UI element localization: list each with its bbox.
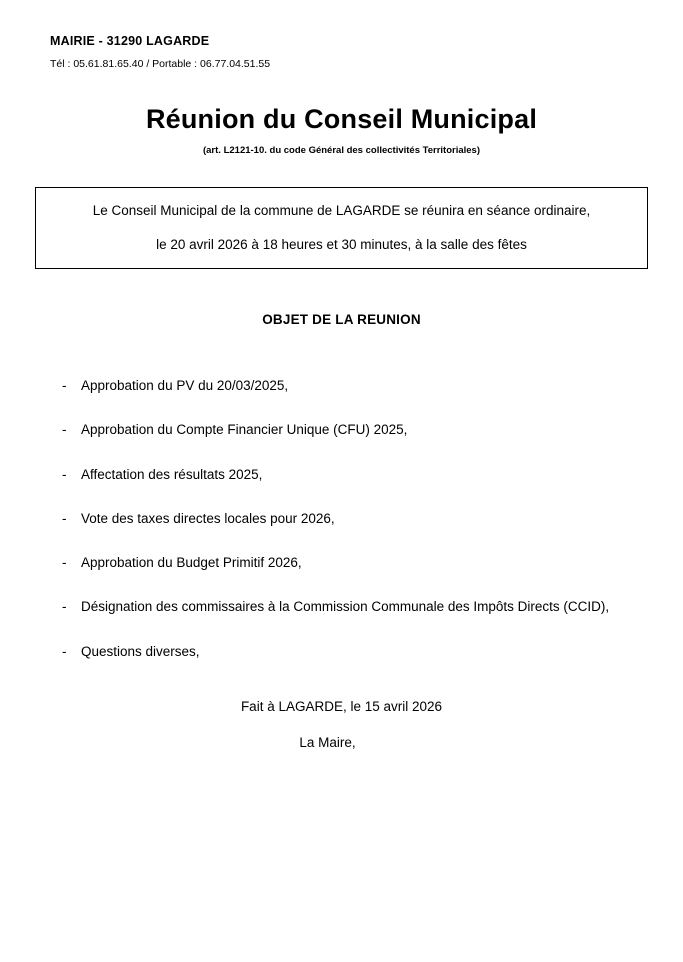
list-bullet: - — [62, 599, 67, 615]
list-item — [62, 509, 620, 529]
list-item — [62, 465, 620, 485]
notice-line-2: le 20 avril 2026 à 18 heures et 30 minutes, à la salle des fêtes — [156, 236, 527, 252]
notice-line-1: Le Conseil Municipal de la commune de LAGARDE se réunira en séance ordinaire, — [92, 203, 591, 218]
list-bullet: - — [62, 378, 67, 394]
list-item-label: Approbation du Budget Primitif 2026, — [81, 555, 302, 571]
list-item — [62, 642, 620, 662]
list-item — [62, 376, 620, 396]
letterhead — [50, 34, 650, 70]
list-item-label: Affectation des résultats 2025, — [81, 466, 263, 482]
list-item — [62, 553, 620, 573]
letterhead-contact: Tél : 05.61.81.65.40 / Portable : 06.77.04.51.55 — [50, 58, 271, 70]
notice-box — [35, 187, 648, 269]
list-item-label: Approbation du Compte Financier Unique (CFU) 2025, — [81, 422, 408, 438]
signature-role: La Maire, — [299, 734, 356, 750]
page-subtitle: (art. L2121-10. du code Général des collectivités Territoriales) — [202, 145, 481, 156]
agenda-list — [33, 376, 650, 662]
list-bullet: - — [62, 466, 67, 482]
letterhead-title: MAIRIE - 31290 LAGARDE — [50, 34, 210, 48]
list-bullet: - — [62, 510, 67, 526]
signature-place-date: Fait à LAGARDE, le 15 avril 2026 — [240, 698, 443, 714]
page-title: Réunion du Conseil Municipal — [145, 104, 538, 134]
object-heading: OBJET DE LA REUNION — [262, 312, 421, 328]
list-bullet: - — [62, 643, 67, 659]
list-item — [62, 597, 620, 617]
list-item-label: Questions diverses, — [81, 643, 200, 659]
list-bullet: - — [62, 422, 67, 438]
list-bullet: - — [62, 555, 67, 571]
list-item-label: Approbation du PV du 20/03/2025, — [81, 378, 289, 394]
list-item-label: Vote des taxes directes locales pour 2026, — [81, 510, 335, 526]
signature-block — [33, 699, 650, 750]
list-item — [62, 420, 620, 440]
list-item-label: Désignation des commissaires à la Commission Communale des Impôts Directs (CCID), — [81, 599, 610, 615]
